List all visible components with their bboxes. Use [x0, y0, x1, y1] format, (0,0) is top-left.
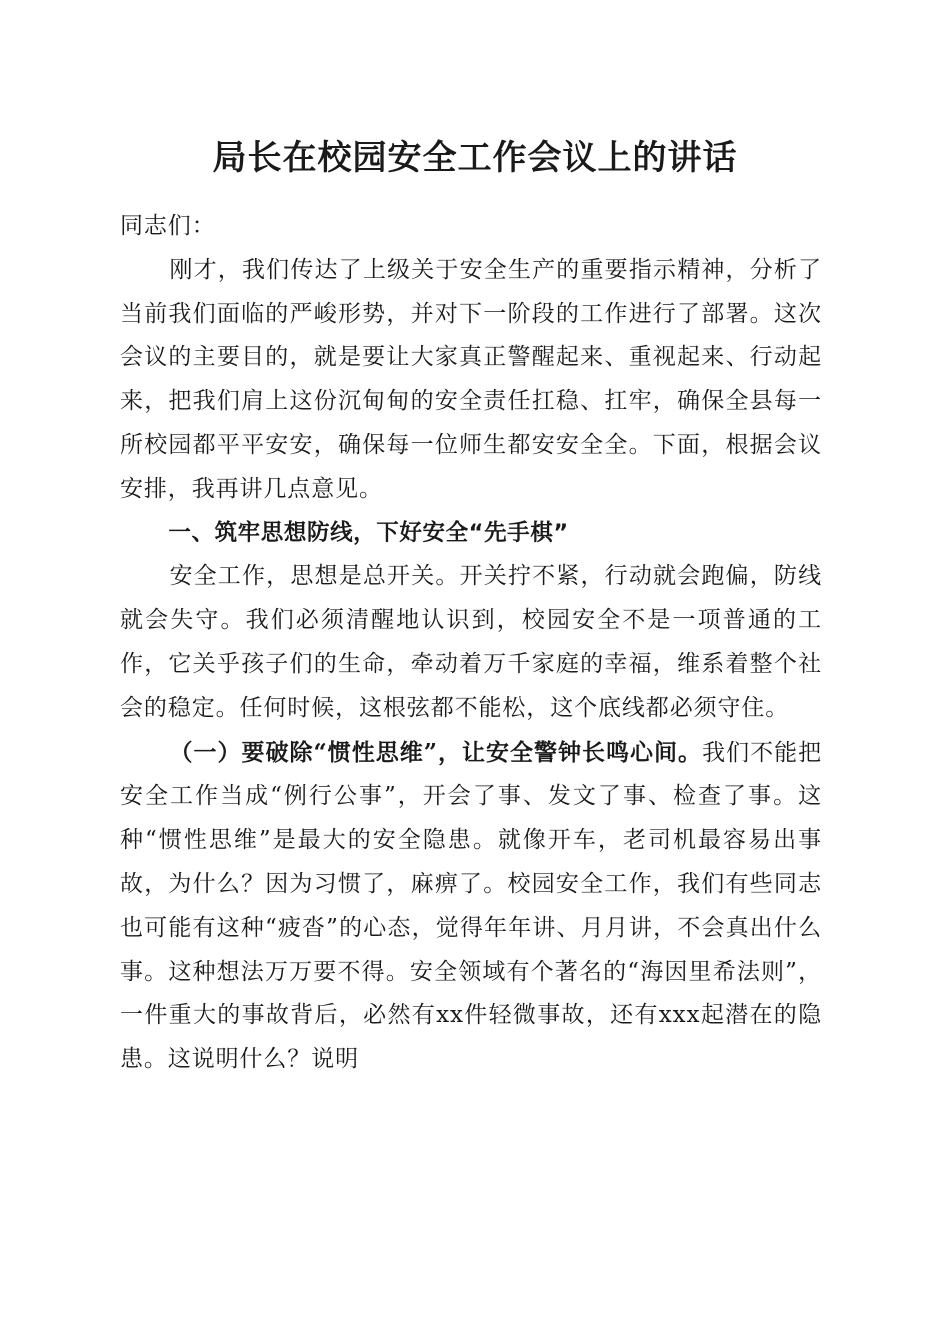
intro-paragraph: 刚才，我们传达了上级关于安全生产的重要指示精神，分析了当前我们面临的严峻形势，并对下一阶段的工作进行了部署。这次会议的主要目的，就是要让大家真正警醒起来、重视起来、行动起来，把我们肩上这份沉甸甸的安全责任扛稳、扛牢，确保全县每一所校园都平平安安，确保每一位师生都安安全全。下面，根据会议安排，我再讲几点意见。: [120, 256, 822, 502]
section-1-paragraph: 安全工作，思想是总开关。开关拧不紧，行动就会跑偏，防线就会失守。我们必须清醒地认识到，校园安全不是一项普通的工作，它关乎孩子们的生命，牵动着万千家庭的幸福，维系着整个社会的稳定。任何时候，这根弦都不能松，这个底线都必须守住。: [120, 563, 822, 721]
document-body: [120, 205, 822, 1082]
salutation: 同志们：: [120, 213, 216, 239]
section-heading-1: 一、筑牢思想防线，下好安全“先手棋”: [168, 519, 569, 546]
document-title: 局长在校园安全工作会议上的讲话: [212, 138, 738, 178]
subsection-1-body: 我们不能把安全工作当成“例行公事”，开会了事、发文了事、检查了事。这种“惯性思维”是最大的安全隐患。就像开车，老司机最容易出事故，为什么？因为习惯了，麻痹了。校园安全工作，我们有些同志也可能有这种“疲沓”的心态，觉得年年讲、月月讲，不会真出什么事。这种想法万万要不得。安全领域有个著名的“海因里希法则”，一件重大的事故背后，必然有xx件轻微事故，还有xxx起潜在的隐患。这说明什么？说明: [120, 739, 822, 1073]
subsection-1-paragraph: [120, 731, 822, 1082]
subsection-1-lead: （一）要破除“惯性思维”，让安全警钟长鸣心间。: [169, 738, 703, 766]
